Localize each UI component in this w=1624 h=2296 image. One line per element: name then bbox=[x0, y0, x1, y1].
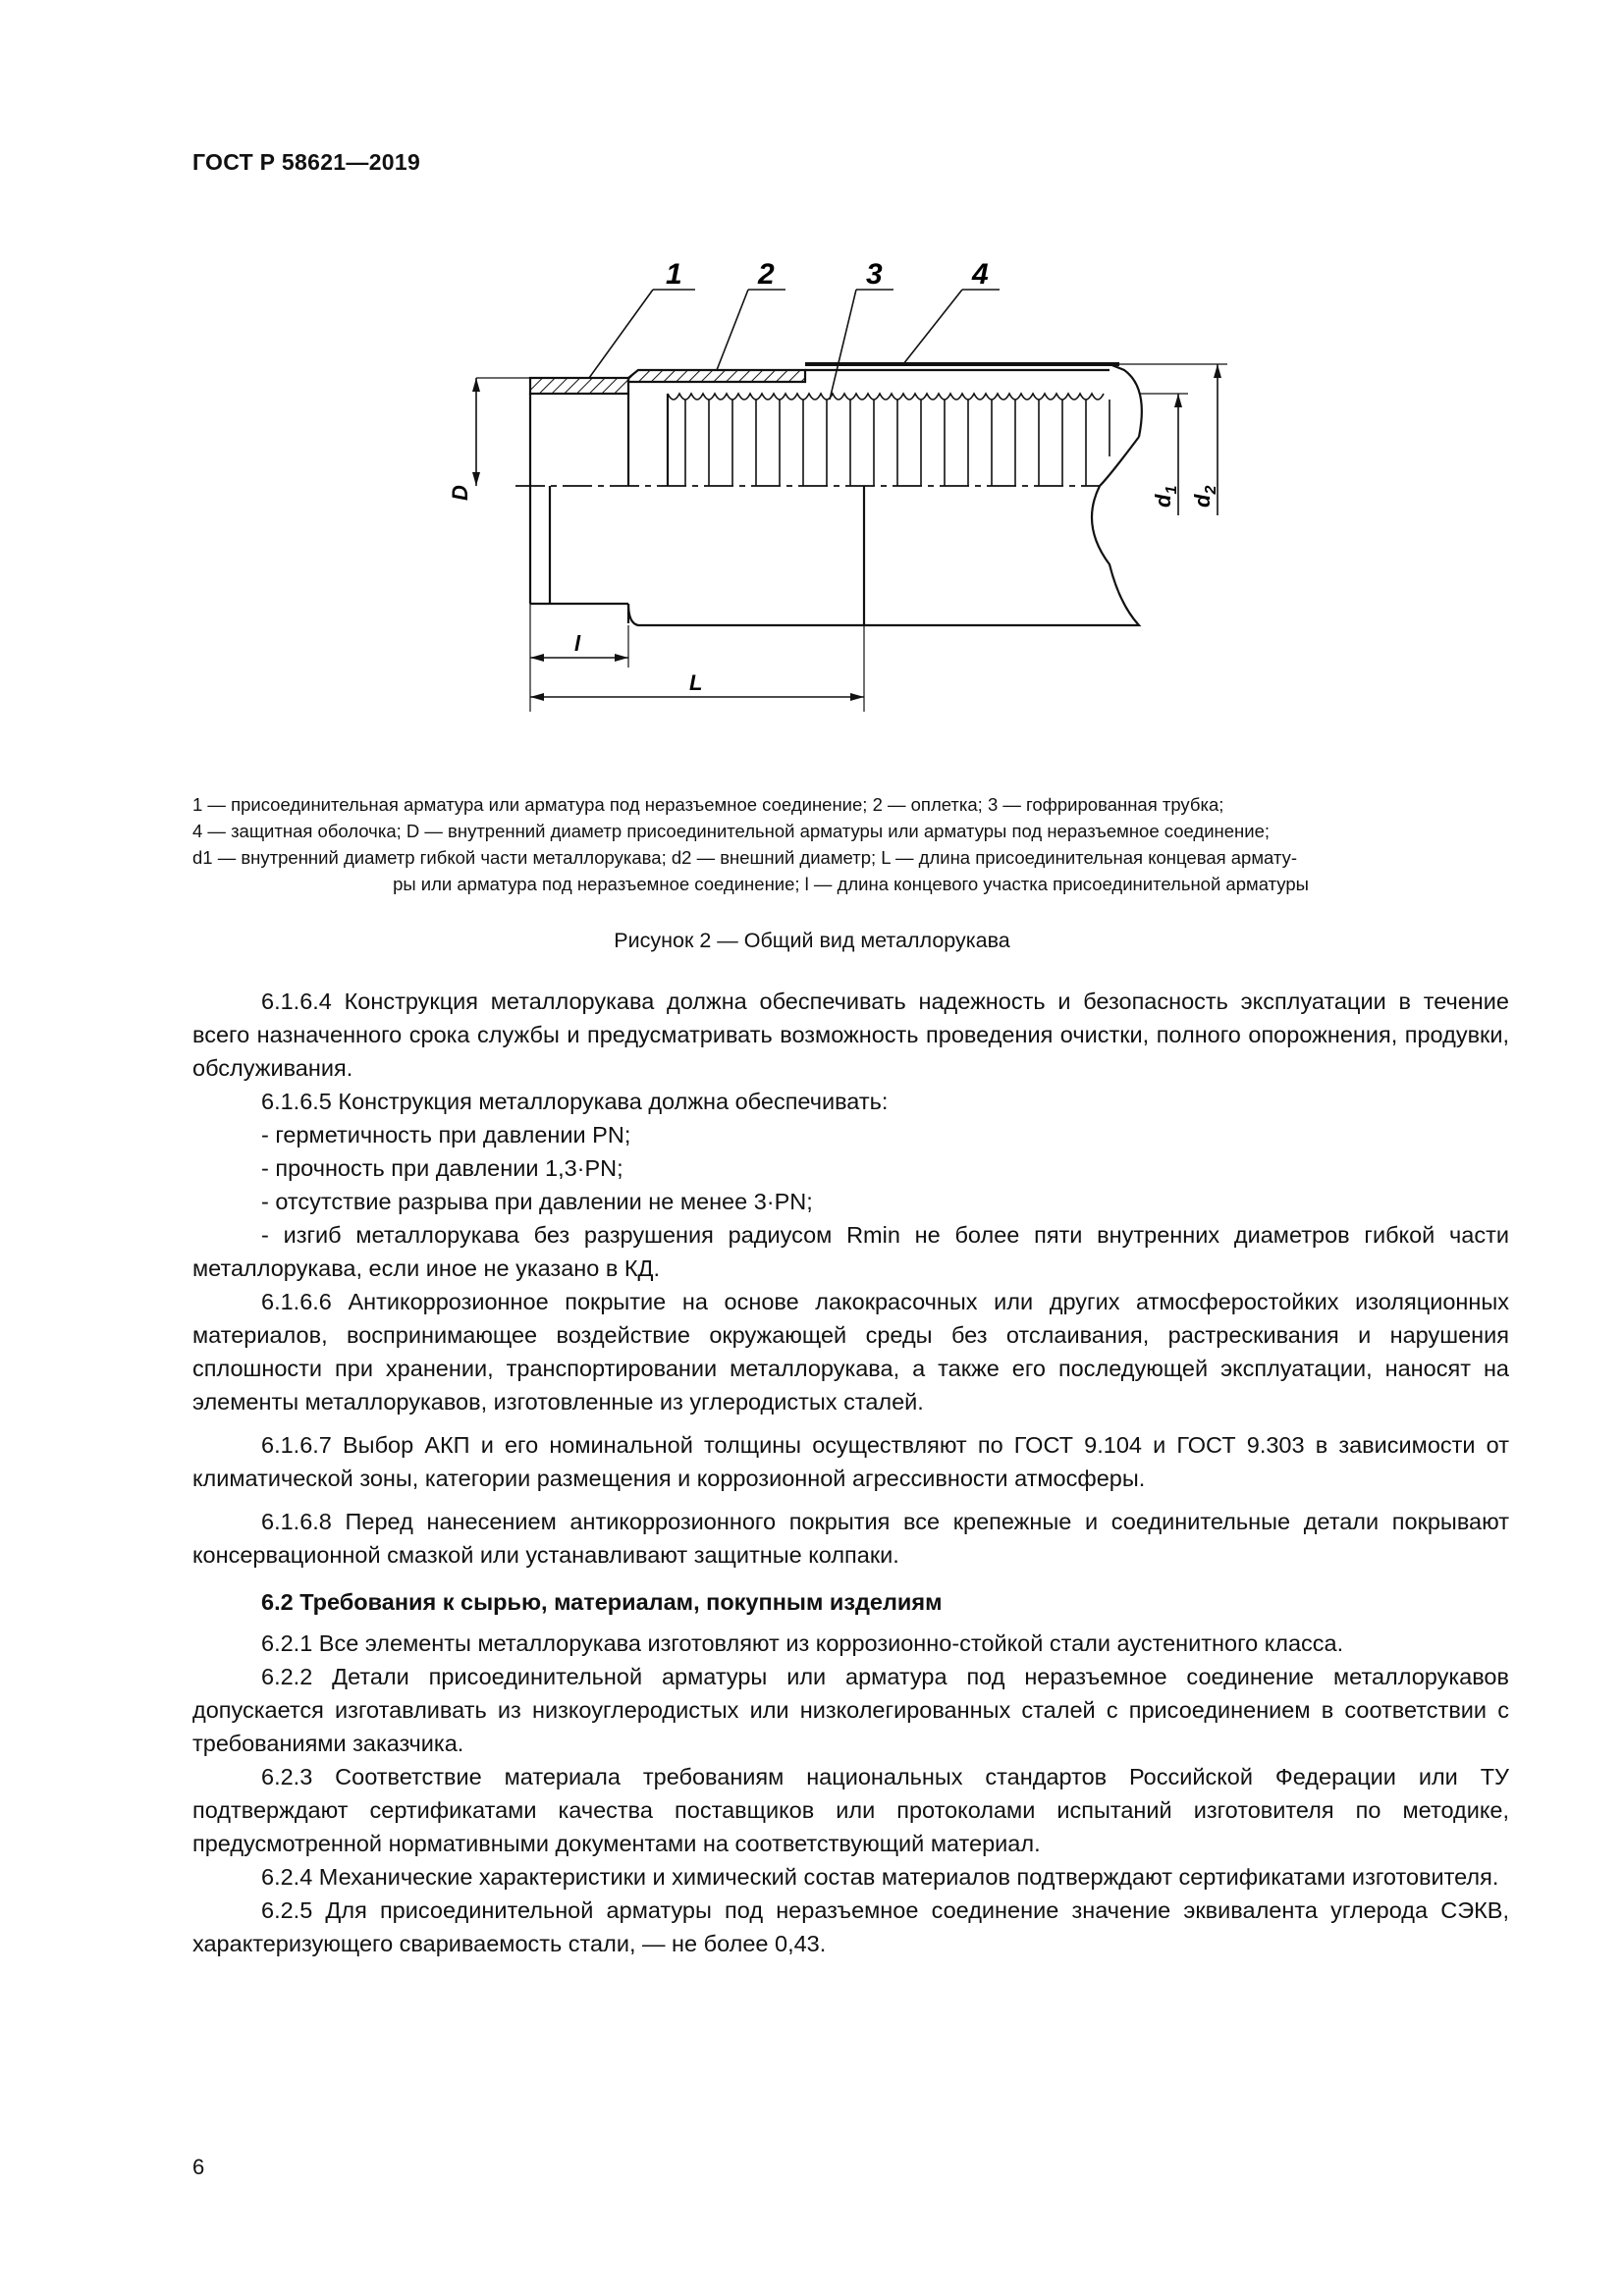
paragraph: 6.1.6.4 Конструкция металлорукава должна обеспечивать надежность и безопасность эксплуатации в течение всего назначенного срока службы и предусматривать возможность проведения очистки, полного опорожнения, продувки, обслуживания. bbox=[192, 988, 1509, 1081]
paragraph: 6.1.6.7 Выбор АКП и его номинальной толщины осуществляют по ГОСТ 9.104 и ГОСТ 9.303 в зависимости от климатической зоны, категории размещения и коррозионной агрессивности атмосферы. bbox=[192, 1432, 1509, 1491]
callout-4: 4 bbox=[972, 258, 989, 291]
callout-3: 3 bbox=[866, 258, 883, 291]
legend-line: ры или арматура под неразъемное соединение; l — длина концевого участка присоединительной арматуры bbox=[393, 874, 1309, 894]
dim-l-label: l bbox=[574, 631, 581, 656]
paragraph: - изгиб металлорукава без разрушения радиусом Rmin не более пяти внутренних диаметров гибкой части металлорукава, если иное не указано в КД. bbox=[192, 1222, 1509, 1281]
list-item: - отсутствие разрыва при давлении не менее 3·PN; bbox=[261, 1189, 813, 1214]
paragraph: 6.2.3 Соответствие материала требованиям национальных стандартов Российской Федерации или ТУ подтверждают сертификатами качества поставщиков или протоколами испытаний изготовителя по методике, предусмотренной нормативными документами на соответствующий материал. bbox=[192, 1764, 1509, 1856]
section-heading: 6.2 Требования к сырью, материалам, покупным изделиям bbox=[261, 1589, 943, 1615]
paragraph: 6.2.2 Детали присоединительной арматуры или арматура под неразъемное соединение металлорукавов допускается изготавливать из низкоуглеродистых или низколегированных сталей с присоединением в соответствии с требованиями заказчика. bbox=[192, 1664, 1509, 1756]
dim-D-label: D bbox=[448, 485, 472, 501]
body-text bbox=[192, 985, 1509, 1960]
metal-hose-drawing bbox=[432, 250, 1247, 721]
paragraph: 6.1.6.8 Перед нанесением антикоррозионного покрытия все крепежные и соединительные детали покрывают консервационной смазкой или устанавливают защитные колпаки. bbox=[192, 1509, 1509, 1568]
legend-line: 4 — защитная оболочка; D — внутренний диаметр присоединительной арматуры или арматуры под неразъемное соединение; bbox=[192, 821, 1271, 841]
dim-d1-label: $d_1$ bbox=[1151, 485, 1180, 507]
paragraph: 6.1.6.6 Антикоррозионное покрытие на основе лакокрасочных или других атмосферостойких изоляционных материалов, воспринимающее воздействие окружающей среды без отслаивания, растрескивания и нарушения сплошности при хранении, транспортировании металлорукава, а также его последующей эксплуатации, наносят на элементы металлорукавов, изготовленные из углеродистых сталей. bbox=[192, 1289, 1509, 1415]
list-item: - герметичность при давлении PN; bbox=[261, 1122, 631, 1148]
legend-line: 1 — присоединительная арматура или арматура под неразъемное соединение; 2 — оплетка; 3 — гофрированная трубка; bbox=[192, 794, 1224, 815]
list-item: - прочность при давлении 1,3·PN; bbox=[261, 1155, 623, 1181]
dim-L-label: L bbox=[689, 670, 703, 695]
document-header: ГОСТ Р 58621—2019 bbox=[192, 149, 421, 175]
page-number: 6 bbox=[192, 2155, 205, 2179]
paragraph: 6.1.6.5 Конструкция металлорукава должна обеспечивать: bbox=[261, 1089, 889, 1114]
callout-2: 2 bbox=[758, 258, 775, 291]
paragraph: 6.2.1 Все элементы металлорукава изготовляют из коррозионно-стойкой стали аустенитного класса. bbox=[261, 1630, 1344, 1656]
legend-line: d1 — внутренний диаметр гибкой части металлорукава; d2 — внешний диаметр; L — длина присоединительная концевая армату- bbox=[192, 847, 1298, 868]
figure-caption: Рисунок 2 — Общий вид металлорукава bbox=[614, 929, 1010, 952]
paragraph: 6.2.4 Механические характеристики и химический состав материалов подтверждают сертификатами изготовителя. bbox=[261, 1864, 1499, 1890]
figure-legend bbox=[192, 791, 1509, 897]
paragraph: 6.2.5 Для присоединительной арматуры под неразъемное соединение значение эквивалента углерода CЭКВ, характеризующего свариваемость стали, — не более 0,43. bbox=[192, 1897, 1509, 1956]
dim-d2-label: $d_2$ bbox=[1190, 485, 1219, 507]
callout-1: 1 bbox=[666, 258, 682, 291]
